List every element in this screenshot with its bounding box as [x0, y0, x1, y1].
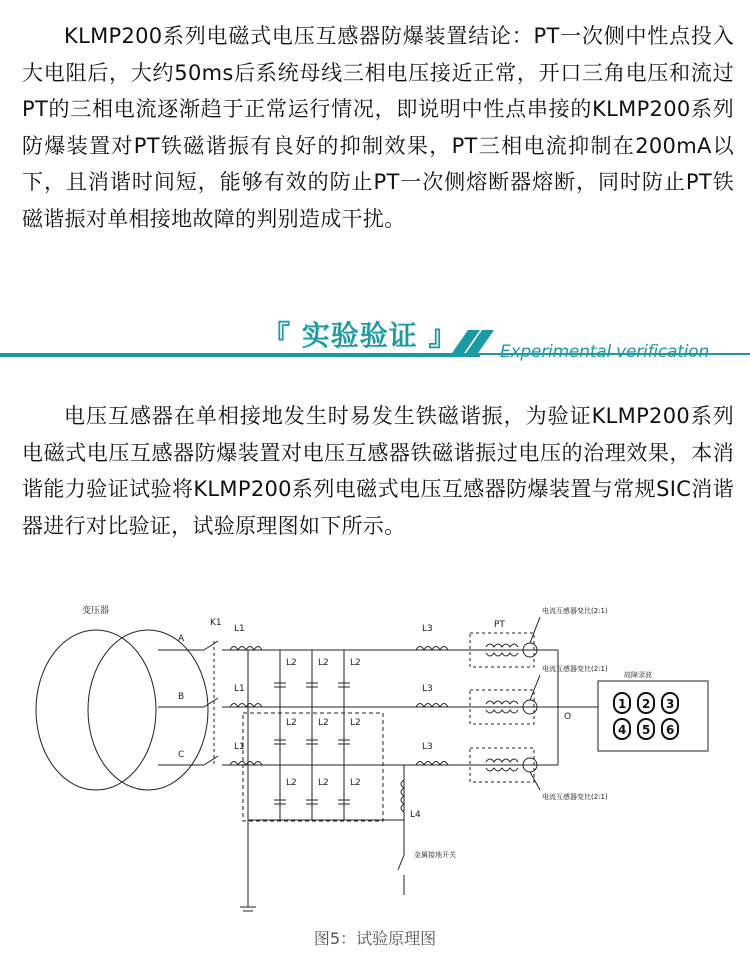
l2-label: L2	[350, 778, 361, 788]
l4-label: L4	[410, 810, 421, 820]
l2-label: L2	[286, 658, 297, 668]
conclusion-paragraph: KLMP200系列电磁式电压互感器防爆装置结论：PT一次侧中性点投入大电阻后，大约50ms后系统母线三相电压接近正常，开口三角电压和流过PT的三相电流逐渐趋于正常运行情况，即说明中性点串接的KLMP200系列防爆装置对PT铁磁谐振有良好的抑制效果，PT三相电流抑制在200mA以下，且消谐时间短，能够有效的防止PT一次侧熔断器熔断，同时防止PT铁磁谐振对单相接地故障的判别造成干扰。	[22, 24, 734, 231]
channel-2: 2	[642, 697, 651, 711]
transformer-coil-left	[36, 630, 156, 790]
phase-b-label: B	[178, 692, 185, 702]
l2-label: L2	[286, 778, 297, 788]
section-title: 『 实验验证 』	[262, 319, 458, 352]
channel-3: 3	[666, 697, 675, 711]
section-subtitle: Experimental verification	[500, 342, 710, 362]
l1-label-a: L1	[234, 624, 245, 634]
phase-c-label: C	[178, 750, 185, 760]
ct-label-c: 电流互感器变比(2:1)	[542, 793, 608, 801]
l2-label: L2	[350, 658, 361, 668]
l2-label: L2	[286, 718, 297, 728]
l2-label: L2	[318, 778, 329, 788]
ct-label-a: 电流互感器变比(2:1)	[542, 607, 608, 615]
figure-caption: 图5：试验原理图	[313, 929, 437, 948]
l3-label-b: L3	[422, 684, 433, 694]
intro-paragraph: 电压互感器在单相接地发生时易发生铁磁谐振，为验证KLMP200系列电磁式电压互感器防爆装置对电压互感器铁磁谐振过电压的治理效果，本消谐能力验证试验将KLMP200系列电磁式电压互感器防爆装置与常规SIC消谐器进行对比验证，试验原理图如下所示。	[22, 404, 734, 538]
l2-label: L2	[350, 718, 361, 728]
l3-label-a: L3	[422, 624, 433, 634]
l2-label: L2	[318, 718, 329, 728]
l1-label-b: L1	[234, 684, 245, 694]
channel-5: 5	[642, 723, 651, 737]
phase-a-label: A	[178, 634, 185, 644]
channel-4: 4	[618, 723, 627, 737]
neutral-label: O	[564, 712, 572, 722]
switch-k1-label: K1	[210, 618, 222, 628]
test-circuit-diagram	[18, 595, 734, 925]
section-banner	[0, 312, 750, 372]
recorder-label: 故障录波	[624, 671, 652, 679]
channel-1: 1	[618, 697, 627, 711]
ct-label-b: 电流互感器变比(2:1)	[542, 665, 608, 673]
channel-6: 6	[666, 723, 675, 737]
transformer-label: 变压器	[82, 606, 110, 616]
ground-switch-label: 金属接地开关	[414, 851, 456, 859]
l3-label-c: L3	[422, 742, 433, 752]
l2-label: L2	[318, 658, 329, 668]
transformer-coil-right	[88, 630, 208, 790]
pt-label: PT	[494, 620, 505, 630]
l1-label-c: L1	[234, 742, 245, 752]
